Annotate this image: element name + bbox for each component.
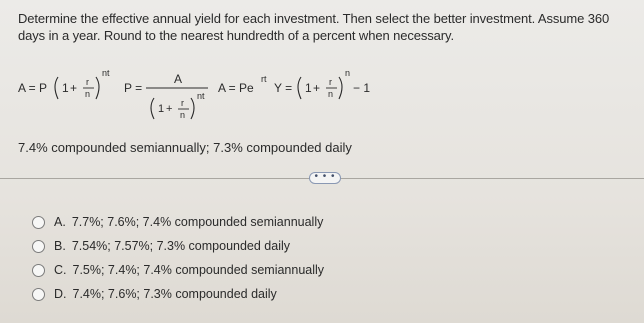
answer-option-b[interactable] — [32, 234, 592, 258]
option-text: 7.7%; 7.6%; 7.4% compounded semiannually — [71, 215, 324, 229]
option-letter: A. — [54, 215, 66, 229]
formula-4-minus-one: − 1 — [353, 81, 371, 95]
more-options-button[interactable]: • • • — [309, 172, 341, 184]
option-letter: B. — [54, 239, 66, 253]
formula-2-close-paren — [191, 98, 194, 119]
formula-4-n: n — [328, 89, 334, 99]
radio-button-b[interactable] — [32, 240, 45, 253]
formula-4-plus: + — [313, 81, 321, 95]
formula-1-n: n — [85, 89, 91, 99]
formula-2-exponent: nt — [197, 91, 205, 101]
formula-3: A = Pe — [218, 81, 254, 95]
formula-1-open-paren — [55, 77, 58, 99]
formula-1-plus: + — [70, 81, 78, 95]
problem-statement: 7.4% compounded semiannually; 7.3% compounded daily — [18, 140, 352, 155]
option-letter: C. — [54, 263, 67, 277]
formula-2-open-paren — [151, 98, 154, 119]
formula-1-lhs: A = P — [18, 81, 48, 95]
formula-4-open-paren — [298, 77, 301, 99]
option-letter: D. — [54, 287, 67, 301]
answer-option-d[interactable] — [32, 282, 592, 306]
formula-1-one: 1 — [62, 81, 69, 95]
formula-bar — [12, 55, 632, 127]
formula-2-lhs: P = — [124, 81, 143, 95]
option-text: 7.5%; 7.4%; 7.4% compounded semiannually — [72, 263, 325, 277]
option-text: 7.54%; 7.57%; 7.3% compounded daily — [71, 239, 291, 253]
formula-4-r: r — [329, 77, 332, 87]
radio-button-c[interactable] — [32, 264, 45, 277]
formula-1-exponent: nt — [102, 68, 110, 78]
question-text: Determine the effective annual yield for each investment. Then select the better investment. Assume 360 days in a year. Round to the nearest hundredth of a percent when necessary. — [18, 11, 610, 43]
formula-4-close-paren — [339, 77, 342, 99]
formula-2-n: n — [180, 110, 186, 120]
formula-3-exponent: rt — [261, 74, 267, 84]
formula-2-plus: + — [166, 103, 173, 115]
formula-4-exponent: n — [345, 68, 351, 78]
answer-option-c[interactable] — [32, 258, 592, 282]
formula-2-numerator: A — [174, 72, 183, 86]
formula-1-close-paren — [96, 77, 99, 99]
formula-4-one: 1 — [305, 81, 312, 95]
answer-choices — [32, 210, 592, 306]
radio-button-d[interactable] — [32, 288, 45, 301]
option-text: 7.4%; 7.6%; 7.3% compounded daily — [72, 287, 277, 301]
formula-2-one: 1 — [158, 103, 165, 115]
formula-4-lhs: Y = — [274, 81, 293, 95]
formula-1-r: r — [86, 77, 89, 87]
radio-button-a[interactable] — [32, 216, 45, 229]
answer-option-a[interactable] — [32, 210, 592, 234]
formula-2-r: r — [181, 98, 184, 108]
